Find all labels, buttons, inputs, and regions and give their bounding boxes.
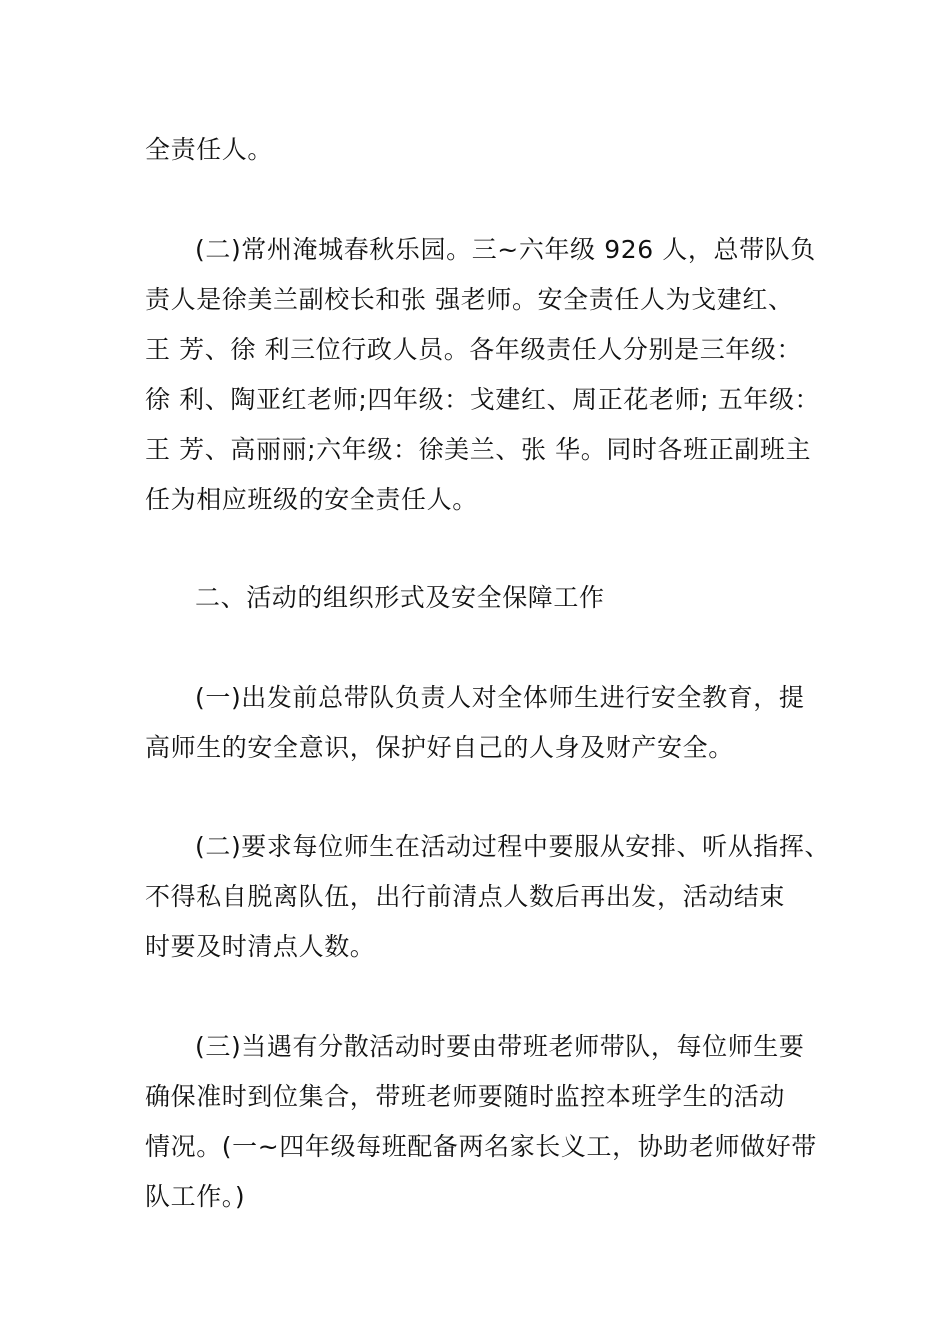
section-heading: 二、活动的组织形式及安全保障工作: [195, 583, 605, 612]
paragraph-line: 徐 利、陶亚红老师;四年级：戈建红、周正花老师; 五年级：: [145, 385, 821, 414]
paragraph-line: (三)当遇有分散活动时要由带班老师带队，每位师生要: [195, 1032, 805, 1061]
intro-line: 全责任人。: [145, 135, 274, 164]
paragraph-line: 王 芳、徐 利三位行政人员。各年级责任人分别是三年级：: [145, 335, 803, 364]
paragraph-line: 高师生的安全意识，保护好自己的人身及财产安全。: [145, 733, 734, 762]
paragraph-line: (一)出发前总带队负责人对全体师生进行安全教育，提: [195, 683, 805, 712]
paragraph-line: 确保准时到位集合，带班老师要随时监控本班学生的活动: [145, 1082, 786, 1111]
paragraph-line: 不得私自脱离队伍，出行前清点人数后再出发，活动结束: [145, 882, 786, 911]
paragraph-line: 责人是徐美兰副校长和张 强老师。安全责任人为戈建红、: [145, 285, 794, 314]
paragraph-line: (二)要求每位师生在活动过程中要服从安排、听从指挥、: [195, 832, 831, 861]
paragraph-line: 时要及时清点人数。: [145, 932, 376, 961]
paragraph-line: 情况。(一~四年级每班配备两名家长义工，协助老师做好带: [145, 1132, 817, 1161]
paragraph-line: 队工作。): [145, 1182, 246, 1211]
paragraph-line: (二)常州淹城春秋乐园。三~六年级 926 人，总带队负: [195, 235, 816, 264]
paragraph-line: 王 芳、高丽丽;六年级：徐美兰、张 华。同时各班正副班主: [145, 435, 812, 464]
paragraph-line: 任为相应班级的安全责任人。: [145, 485, 478, 514]
